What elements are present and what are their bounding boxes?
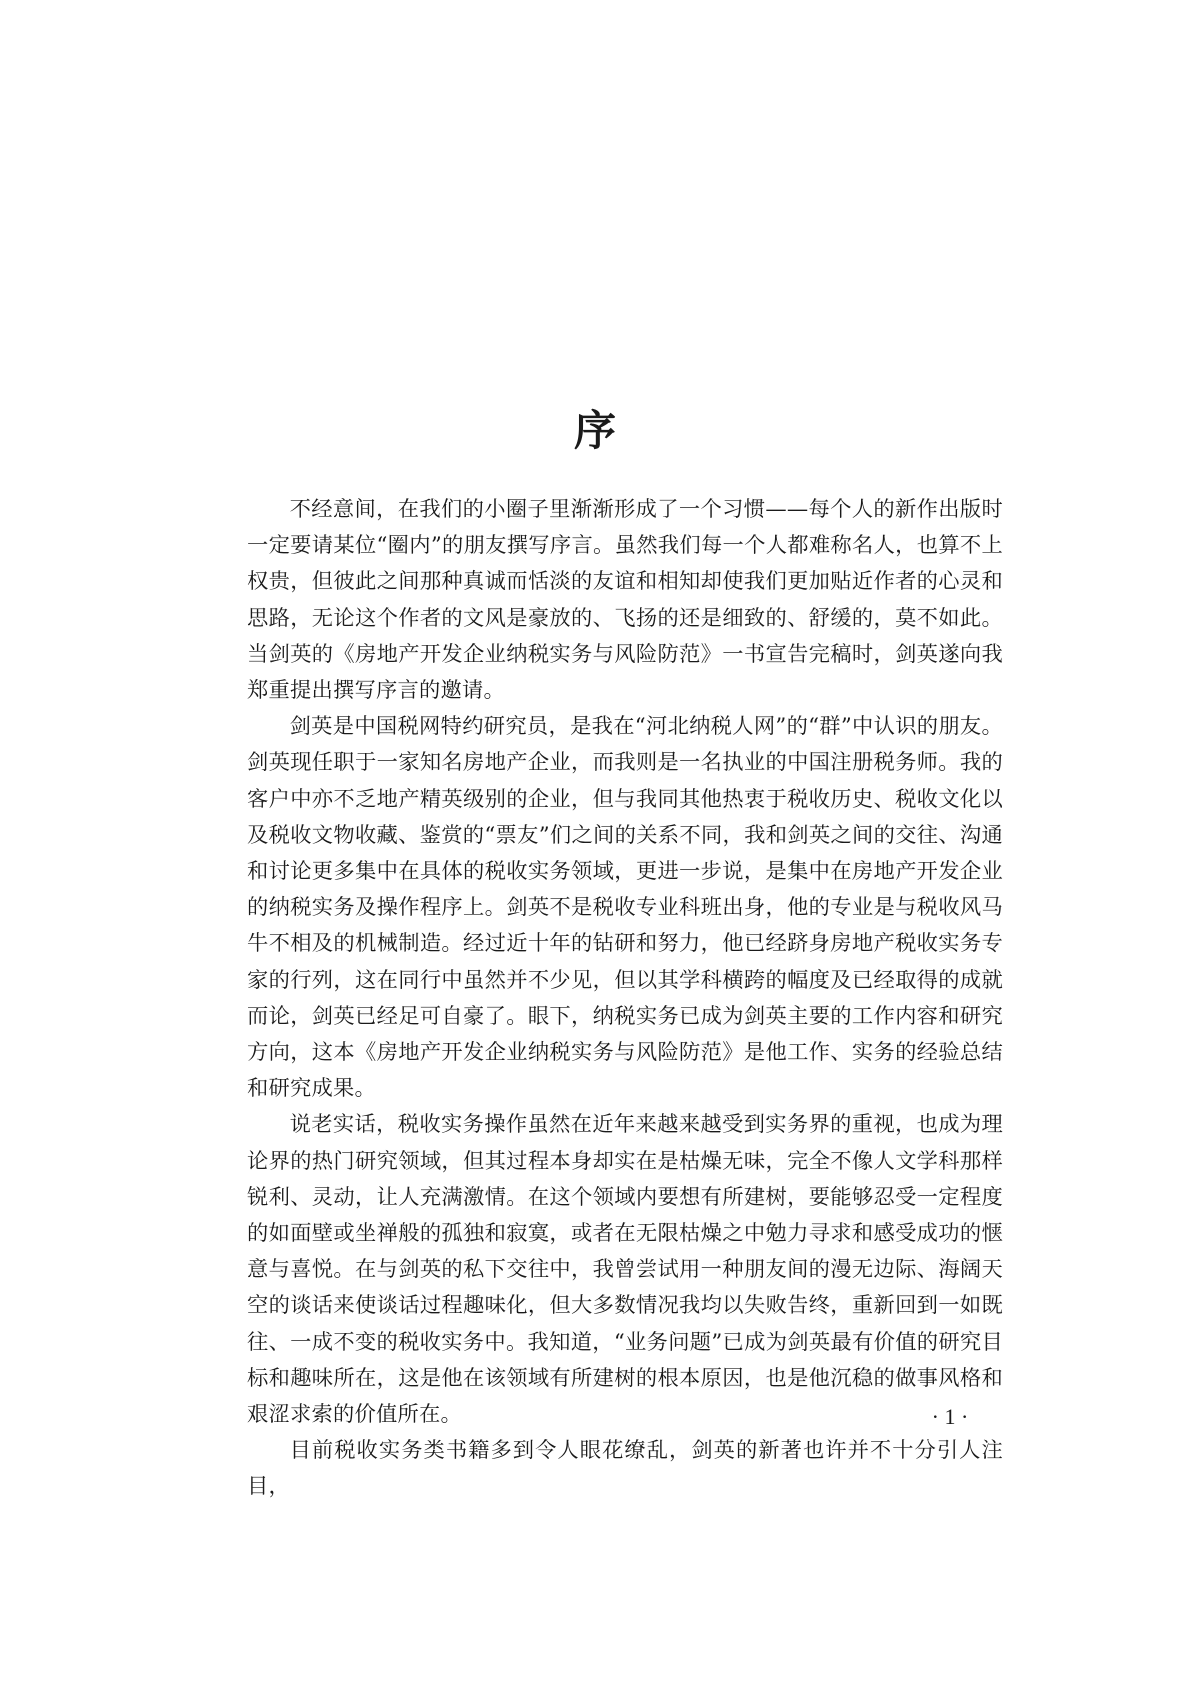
page-title: 序 [573, 406, 616, 456]
paragraph: 目前税收实务类书籍多到令人眼花缭乱，剑英的新著也许并不十分引人注目， [247, 1438, 1003, 1500]
page-number: · 1 · [931, 1404, 969, 1429]
paragraph: 剑英是中国税网特约研究员，是我在“河北纳税人网”的“群”中认识的朋友。剑英现任职于一家知名房地产企业，而我则是一名执业的中国注册税务师。我的客户中亦不乏地产精英级别的企业，但与我同其他热衷于税收历史、税收文化以及税收文物收藏、鉴赏的“票友”们之间的关系不同，我和剑英之间的交往、沟通和讨论更多集中在具体的税收实务领域，更进一步说，是集中在房地产开发企业的纳税实务及操作程序上。剑英不是税收专业科班出身，他的专业是与税收风马牛不相及的机械制造。经过近十年的钻研和努力，他已经跻身房地产税收实务专家的行列，这在同行中虽然并不少见，但以其学科横跨的幅度及已经取得的成就而论，剑英已经足可自豪了。眼下，纳税实务已成为剑英主要的工作内容和研究方向，这本《房地产开发企业纳税实务与风险防范》是他工作、实务的经验总结和研究成果。 [247, 714, 1003, 1102]
paragraph: 不经意间，在我们的小圈子里渐渐形成了一个习惯——每个人的新作出版时一定要请某位“圈内”的朋友撰写序言。虽然我们每一个人都难称名人，也算不上权贵，但彼此之间那种真诚而恬淡的友谊和相知却使我们更加贴近作者的心灵和思路，无论这个作者的文风是豪放的、飞扬的还是细致的、舒缓的，莫不如此。当剑英的《房地产开发企业纳税实务与风险防范》一书宣告完稿时，剑英遂向我郑重提出撰写序言的邀请。 [247, 497, 1003, 704]
body-text [247, 492, 1003, 1506]
paragraph: 说老实话，税收实务操作虽然在近年来越来越受到实务界的重视，也成为理论界的热门研究领域，但其过程本身却实在是枯燥无味，完全不像人文学科那样锐利、灵动，让人充满激情。在这个领域内要想有所建树，要能够忍受一定程度的如面壁或坐禅般的孤独和寂寞，或者在无限枯燥之中勉力寻求和感受成功的惬意与喜悦。在与剑英的私下交往中，我曾尝试用一种朋友间的漫无边际、海阔天空的谈话来使谈话过程趣味化，但大多数情况我均以失败告终，重新回到一如既往、一成不变的税收实务中。我知道，“业务问题”已成为剑英最有价值的研究目标和趣味所在，这是他在该领域有所建树的根本原因，也是他沉稳的做事风格和艰涩求索的价值所在。 [247, 1112, 1003, 1428]
